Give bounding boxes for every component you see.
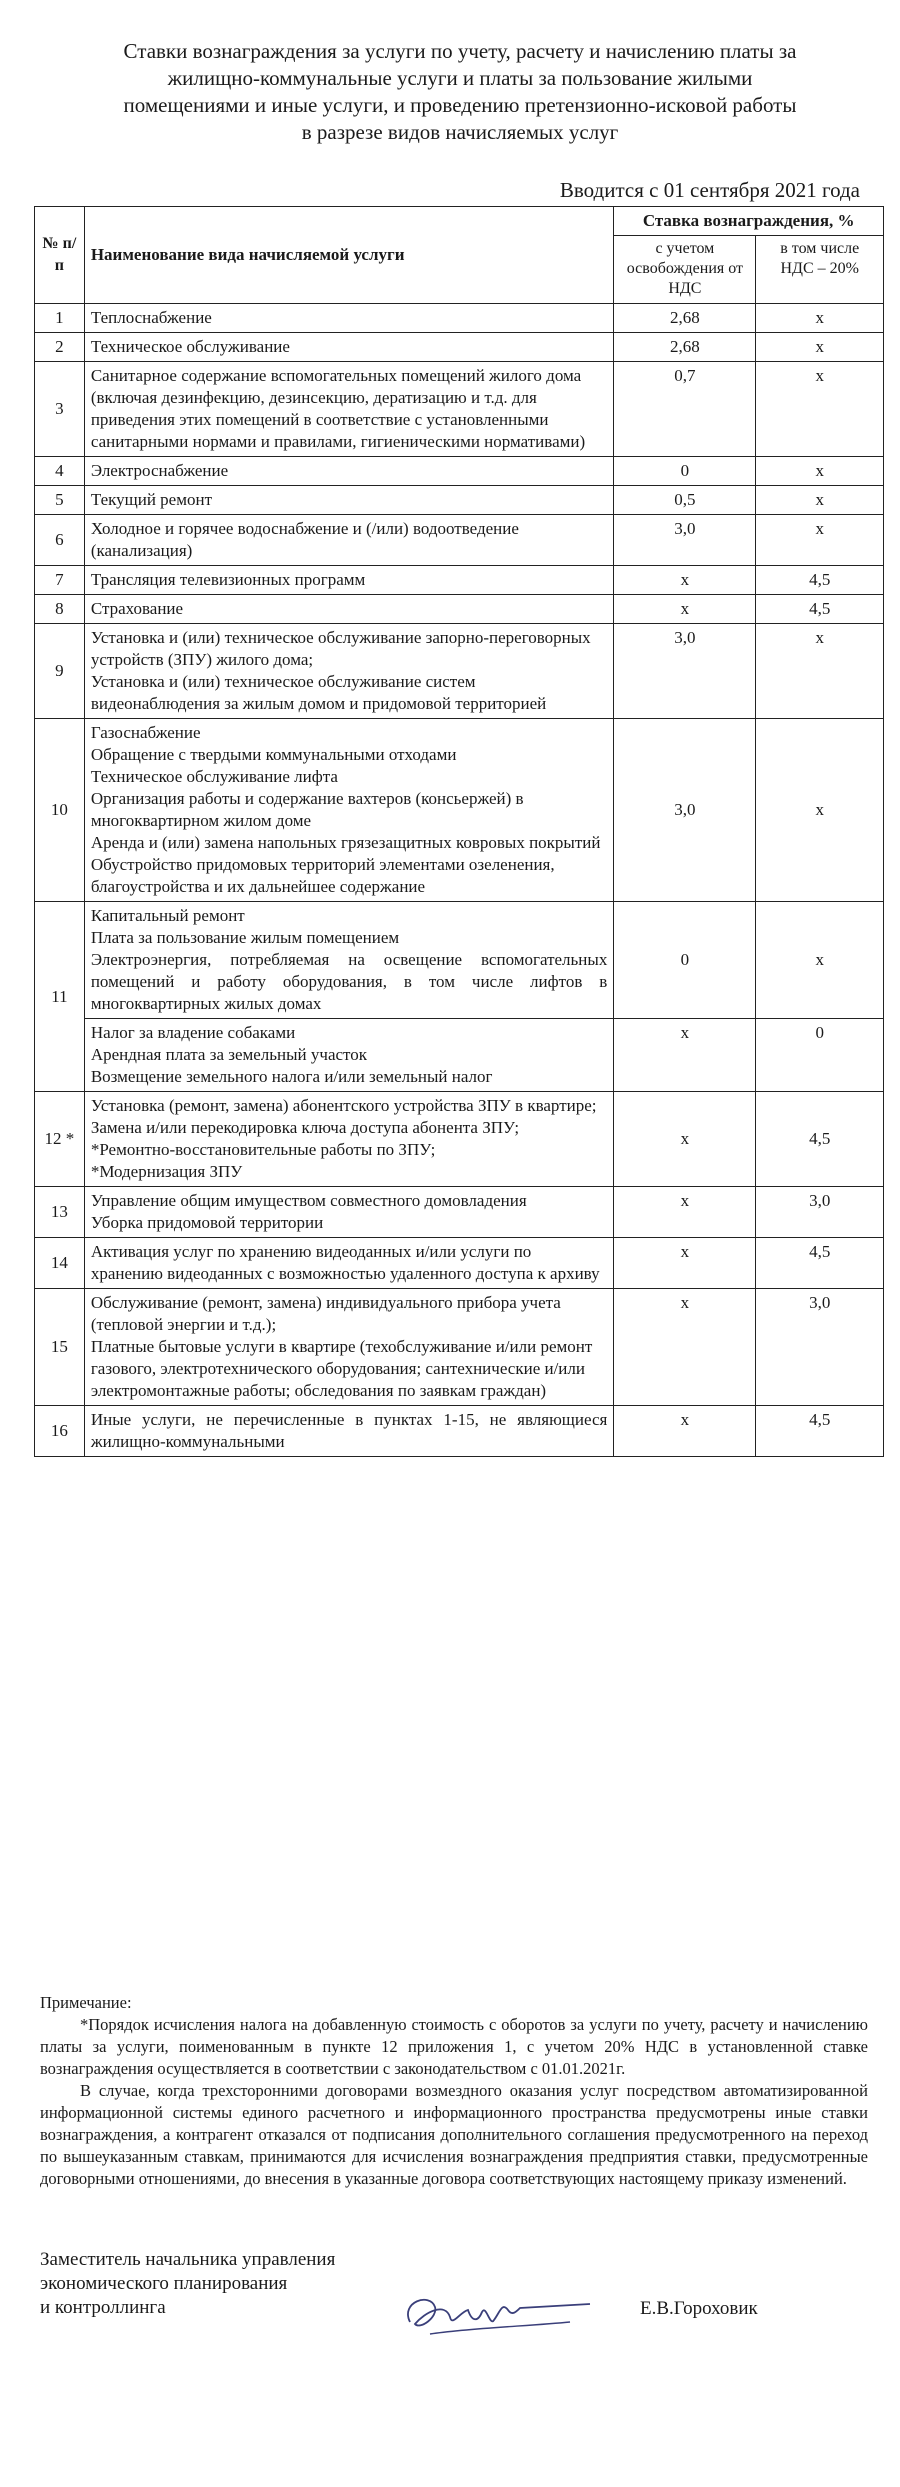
service-name — [84, 515, 614, 566]
rate-no-vat: x — [614, 1187, 756, 1238]
effective-date: Вводится с 01 сентября 2021 года — [559, 178, 860, 202]
service-line: Теплоснабжение — [90, 308, 212, 327]
service-line: Плата за пользование жилым помещением — [90, 928, 400, 947]
service-name — [84, 1289, 614, 1406]
row-number: 5 — [35, 486, 85, 515]
table-row — [35, 1092, 884, 1187]
row-number: 6 — [35, 515, 85, 566]
service-line: Капитальный ремонт — [90, 906, 245, 925]
row-number: 11 — [35, 902, 85, 1092]
rate-no-vat: x — [614, 1406, 756, 1457]
rate-no-vat: 0,5 — [614, 486, 756, 515]
row-number: 12 * — [35, 1092, 85, 1187]
title-line: помещениями и иные услуги, и проведению претензионно-исковой работы — [123, 93, 797, 117]
service-name — [84, 719, 614, 902]
rate-no-vat: 3,0 — [614, 515, 756, 566]
service-line: Платные бытовые услуги в квартире (техобслуживание и/или ремонт газового, электротехнического оборудования; сантехнические и/или электромонтажные работы; обследования по заявкам граждан) — [90, 1337, 593, 1400]
row-number: 3 — [35, 362, 85, 457]
service-name — [84, 457, 614, 486]
rate-no-vat: 3,0 — [614, 719, 756, 902]
service-line: Электроснабжение — [90, 461, 229, 480]
rate-with-vat: 4,5 — [756, 595, 884, 624]
row-number: 15 — [35, 1289, 85, 1406]
service-line: Возмещение земельного налога и/или земельный налог — [90, 1067, 493, 1086]
rate-with-vat: x — [756, 515, 884, 566]
table-row — [35, 1187, 884, 1238]
table-row — [35, 304, 884, 333]
position-line: Заместитель начальника управления — [40, 2249, 336, 2270]
service-line: Газоснабжение — [90, 723, 201, 742]
rate-no-vat: 3,0 — [614, 624, 756, 719]
service-name — [84, 902, 614, 1019]
rate-with-vat: x — [756, 486, 884, 515]
row-number: 13 — [35, 1187, 85, 1238]
service-line: Обустройство придомовых территорий элементами озеленения, благоустройства и их дальнейшее содержание — [90, 855, 555, 896]
rate-with-vat: 3,0 — [756, 1289, 884, 1406]
handwritten-signature — [390, 2282, 600, 2352]
table-row — [35, 902, 884, 1019]
service-line: *Ремонтно-восстановительные работы по ЗПУ; — [90, 1140, 436, 1159]
title-line: Ставки вознаграждения за услуги по учету, расчету и начислению платы за — [123, 39, 797, 63]
service-line: Аренда и (или) замена напольных грязезащитных ковровых покрытий — [90, 833, 601, 852]
service-name — [84, 362, 614, 457]
service-name — [84, 1019, 614, 1092]
service-line: Активация услуг по хранению видеоданных и/или услуги по хранению видеоданных с возможностью удаленного доступа к архиву — [90, 1242, 600, 1283]
document-title — [40, 38, 880, 146]
rate-with-vat: x — [756, 362, 884, 457]
notes-label: Примечание: — [40, 1993, 132, 2012]
service-name — [84, 304, 614, 333]
table-row — [35, 1406, 884, 1457]
title-line: в разрезе видов начисляемых услуг — [301, 120, 619, 144]
signer-name: Е.В.Гороховик — [640, 2298, 758, 2319]
rate-no-vat: 0 — [614, 457, 756, 486]
service-name — [84, 1406, 614, 1457]
row-number: 8 — [35, 595, 85, 624]
rate-with-vat: 4,5 — [756, 1092, 884, 1187]
rate-no-vat: 2,68 — [614, 333, 756, 362]
service-line: *Модернизация ЗПУ — [90, 1162, 243, 1181]
service-line: Обслуживание (ремонт, замена) индивидуального прибора учета (тепловой энергии и т.д.); — [90, 1293, 561, 1334]
service-line: Страхование — [90, 599, 184, 618]
rate-no-vat: x — [614, 1289, 756, 1406]
row-number: 14 — [35, 1238, 85, 1289]
service-name — [84, 333, 614, 362]
table-row — [35, 719, 884, 902]
rate-with-vat: x — [756, 457, 884, 486]
service-line: Иные услуги, не перечисленные в пунктах 1-15, не являющиеся жилищно-коммунальными — [90, 1410, 608, 1451]
row-number: 9 — [35, 624, 85, 719]
title-line: жилищно-коммунальные услуги и платы за пользование жилыми — [167, 66, 753, 90]
rate-with-vat: 0 — [756, 1019, 884, 1092]
rate-no-vat: x — [614, 1092, 756, 1187]
service-line: Организация работы и содержание вахтеров (консьержей) в многоквартирном жилом доме — [90, 789, 524, 830]
rate-with-vat: 4,5 — [756, 1238, 884, 1289]
service-name — [84, 1092, 614, 1187]
rate-with-vat: 3,0 — [756, 1187, 884, 1238]
table-row — [35, 1238, 884, 1289]
table-row — [35, 595, 884, 624]
header-service-name: Наименование вида начисляемой услуги — [84, 207, 614, 304]
note-paragraph: В случае, когда трехсторонними договорами возмездного оказания услуг посредством автоматизированной информационной системы единого расчетного и информационного пространства предусмотрены иные ставки вознаграждения, а контрагент отказался от подписания дополнительного соглашения предусмотренного на переход по вышеуказанным ставкам, принимаются для исчисления вознаграждения предприятия ставки, предусмотренные договорными отношениями, до внесения в указанные договора соответствующих настоящему приказу изменений. — [40, 2081, 868, 2188]
position-line: экономического планирования — [40, 2273, 288, 2294]
service-line: Техническое обслуживание — [90, 337, 290, 356]
rate-with-vat: x — [756, 333, 884, 362]
service-name — [84, 595, 614, 624]
row-number: 4 — [35, 457, 85, 486]
table-row — [35, 362, 884, 457]
notes-section — [40, 1992, 868, 2190]
service-line: Управление общим имуществом совместного домовладения — [90, 1191, 527, 1210]
rate-with-vat: x — [756, 719, 884, 902]
row-number: 7 — [35, 566, 85, 595]
rate-no-vat: 0 — [614, 902, 756, 1019]
service-name — [84, 486, 614, 515]
rate-with-vat: x — [756, 902, 884, 1019]
row-11-group — [35, 902, 884, 1092]
note-paragraph: *Порядок исчисления налога на добавленную стоимость с оборотов за услуги по учету, расчету и начислению платы за услуги, поименованным в пункте 12 приложения 1, с учетом 20% НДС в установленной ставке вознаграждения осуществляется в соответствии с законодательством с 01.01.2021г. — [40, 2015, 868, 2078]
row-number: 1 — [35, 304, 85, 333]
service-line: Уборка придомовой территории — [90, 1213, 324, 1232]
rate-no-vat: x — [614, 595, 756, 624]
table-row — [35, 1289, 884, 1406]
row-number: 16 — [35, 1406, 85, 1457]
rates-table — [34, 206, 884, 1457]
table-row — [35, 1019, 884, 1092]
rate-with-vat: 4,5 — [756, 566, 884, 595]
service-line: Установка и (или) техническое обслуживание запорно-переговорных устройств (ЗПУ) жилого дома; — [90, 628, 591, 669]
service-line: Арендная плата за земельный участок — [90, 1045, 368, 1064]
table-row — [35, 515, 884, 566]
signatory-position — [40, 2248, 335, 2320]
rate-no-vat: 0,7 — [614, 362, 756, 457]
service-line: Санитарное содержание вспомогательных помещений жилого дома (включая дезинфекцию, дезинсекцию, дератизацию и т.д. для приведения этих помещений в соответствие с установленными санитарными нормами и правилами, гигиеническими нормативами) — [90, 366, 586, 451]
row-number: 2 — [35, 333, 85, 362]
table-row — [35, 457, 884, 486]
service-name — [84, 1187, 614, 1238]
service-line: Замена и/или перекодировка ключа доступа абонента ЗПУ; — [90, 1118, 520, 1137]
service-line: Установка (ремонт, замена) абонентского устройства ЗПУ в квартире; — [90, 1096, 597, 1115]
service-line: Обращение с твердыми коммунальными отходами — [90, 745, 457, 764]
service-line: Текущий ремонт — [90, 490, 212, 509]
service-name — [84, 566, 614, 595]
row-number: 10 — [35, 719, 85, 902]
header-rate: Ставка вознаграждения, % — [614, 207, 884, 236]
rate-with-vat: 4,5 — [756, 1406, 884, 1457]
service-line: Холодное и горячее водоснабжение и (/или) водоотведение (канализация) — [90, 519, 519, 560]
header-num: № п/п — [35, 207, 85, 304]
table-row — [35, 566, 884, 595]
header-rate-no-vat: с учетом освобождения от НДС — [614, 236, 756, 304]
table-row — [35, 624, 884, 719]
position-line: и контроллинга — [40, 2297, 166, 2318]
service-name — [84, 624, 614, 719]
service-line: Трансляция телевизионных программ — [90, 570, 366, 589]
service-line: Налог за владение собаками — [90, 1023, 296, 1042]
rate-no-vat: x — [614, 566, 756, 595]
rows-group — [35, 304, 884, 902]
rate-no-vat: x — [614, 1019, 756, 1092]
service-line: Техническое обслуживание лифта — [90, 767, 338, 786]
rate-with-vat: x — [756, 624, 884, 719]
service-name — [84, 1238, 614, 1289]
rate-no-vat: 2,68 — [614, 304, 756, 333]
table-row — [35, 486, 884, 515]
service-line: Установка и (или) техническое обслуживание систем видеонаблюдения за жилым домом и придомовой территорией — [90, 672, 547, 713]
service-line: Электроэнергия, потребляемая на освещение вспомогательных помещений и работу оборудования, в том числе лифтов в многоквартирных жилых домах — [90, 950, 608, 1013]
header-rate-with-vat: в том числе НДС – 20% — [756, 236, 884, 304]
rate-with-vat: x — [756, 304, 884, 333]
table-header-row — [35, 207, 884, 236]
table-row — [35, 333, 884, 362]
rows-group — [35, 1092, 884, 1457]
rate-no-vat: x — [614, 1238, 756, 1289]
